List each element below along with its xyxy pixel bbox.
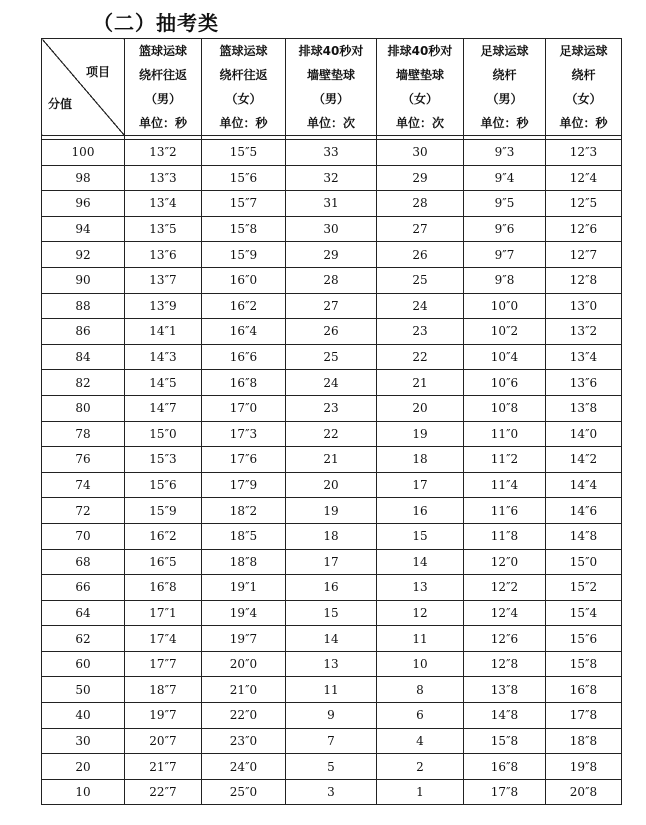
- value-cell: 15″7: [202, 191, 286, 217]
- value-cell: 15: [286, 600, 377, 626]
- column-header-line: 绕杆: [571, 68, 596, 82]
- value-cell: 13″8: [464, 677, 546, 703]
- value-cell: 16″0: [202, 267, 286, 293]
- column-header-line: 足球运球: [559, 44, 608, 58]
- table-row: [42, 140, 622, 166]
- value-cell: 19″7: [125, 703, 202, 729]
- value-cell: 21: [286, 447, 377, 473]
- score-cell: 66: [42, 575, 125, 601]
- value-cell: 16″5: [125, 549, 202, 575]
- value-cell: 14″5: [125, 370, 202, 396]
- value-cell: 14″8: [464, 703, 546, 729]
- value-cell: 11″8: [464, 523, 546, 549]
- table-row: [42, 549, 622, 575]
- value-cell: 10″2: [464, 319, 546, 345]
- column-header-line: （女）: [225, 92, 262, 106]
- table-row: [42, 703, 622, 729]
- value-cell: 16″2: [202, 293, 286, 319]
- value-cell: 14″1: [125, 319, 202, 345]
- score-cell: 70: [42, 523, 125, 549]
- table-header: [42, 39, 622, 136]
- column-header-unit: 单位：秒: [559, 116, 608, 130]
- value-cell: 14: [286, 626, 377, 652]
- score-cell: 96: [42, 191, 125, 217]
- value-cell: 12″6: [546, 216, 622, 242]
- table-row: [42, 344, 622, 370]
- corner-item-label: 项目: [85, 65, 110, 79]
- value-cell: 19: [286, 498, 377, 524]
- score-cell: 94: [42, 216, 125, 242]
- column-header-volleyball-male: [286, 39, 377, 136]
- table-row: [42, 754, 622, 780]
- value-cell: 2: [377, 754, 464, 780]
- value-cell: 12″7: [546, 242, 622, 268]
- table-row: [42, 779, 622, 805]
- value-cell: 26: [286, 319, 377, 345]
- value-cell: 16″8: [464, 754, 546, 780]
- column-header-basketball-female: [202, 39, 286, 136]
- value-cell: 12″4: [546, 165, 622, 191]
- score-cell: 30: [42, 728, 125, 754]
- column-header-football-male: [464, 39, 546, 136]
- table-row: [42, 575, 622, 601]
- value-cell: 11″4: [464, 472, 546, 498]
- corner-score-label: 分值: [48, 97, 73, 111]
- value-cell: 10″0: [464, 293, 546, 319]
- table-row: [42, 191, 622, 217]
- value-cell: 12″5: [546, 191, 622, 217]
- value-cell: 24: [286, 370, 377, 396]
- value-cell: 15″8: [546, 651, 622, 677]
- value-cell: 9: [286, 703, 377, 729]
- value-cell: 13″6: [546, 370, 622, 396]
- value-cell: 13″4: [125, 191, 202, 217]
- value-cell: 21: [377, 370, 464, 396]
- value-cell: 15″9: [202, 242, 286, 268]
- value-cell: 17″9: [202, 472, 286, 498]
- value-cell: 9″7: [464, 242, 546, 268]
- value-cell: 17″4: [125, 626, 202, 652]
- value-cell: 16″8: [202, 370, 286, 396]
- value-cell: 11″2: [464, 447, 546, 473]
- value-cell: 16: [377, 498, 464, 524]
- value-cell: 15″6: [125, 472, 202, 498]
- value-cell: 18″7: [125, 677, 202, 703]
- table-row: [42, 421, 622, 447]
- value-cell: 10″6: [464, 370, 546, 396]
- table-row: [42, 651, 622, 677]
- column-header-unit: 单位：次: [395, 116, 444, 130]
- value-cell: 14″2: [546, 447, 622, 473]
- value-cell: 11″6: [464, 498, 546, 524]
- value-cell: 17″3: [202, 421, 286, 447]
- value-cell: 14″4: [546, 472, 622, 498]
- column-header-football-female: [546, 39, 622, 136]
- table-row: [42, 293, 622, 319]
- value-cell: 9″5: [464, 191, 546, 217]
- value-cell: 25″0: [202, 779, 286, 805]
- value-cell: 18″8: [202, 549, 286, 575]
- value-cell: 25: [286, 344, 377, 370]
- value-cell: 19″4: [202, 600, 286, 626]
- value-cell: 16″4: [202, 319, 286, 345]
- value-cell: 17″1: [125, 600, 202, 626]
- value-cell: 19″7: [202, 626, 286, 652]
- column-header-line: 墙壁垫球: [395, 68, 444, 82]
- value-cell: 22: [377, 344, 464, 370]
- value-cell: 29: [286, 242, 377, 268]
- value-cell: 13: [286, 651, 377, 677]
- value-cell: 4: [377, 728, 464, 754]
- value-cell: 11″0: [464, 421, 546, 447]
- value-cell: 23: [286, 395, 377, 421]
- value-cell: 15″8: [202, 216, 286, 242]
- value-cell: 15″6: [546, 626, 622, 652]
- value-cell: 13″7: [125, 267, 202, 293]
- value-cell: 13″2: [546, 319, 622, 345]
- value-cell: 10″4: [464, 344, 546, 370]
- column-header-unit: 单位：次: [306, 116, 355, 130]
- value-cell: 22: [286, 421, 377, 447]
- value-cell: 12″2: [464, 575, 546, 601]
- score-cell: 84: [42, 344, 125, 370]
- table-row: [42, 523, 622, 549]
- column-header-line: 篮球运球: [219, 44, 268, 58]
- value-cell: 17″6: [202, 447, 286, 473]
- value-cell: 13″3: [125, 165, 202, 191]
- value-cell: 20: [286, 472, 377, 498]
- value-cell: 12″6: [464, 626, 546, 652]
- value-cell: 24″0: [202, 754, 286, 780]
- score-cell: 10: [42, 779, 125, 805]
- column-header-line: 绕杆: [492, 68, 517, 82]
- column-header-line: 排球40秒对: [298, 44, 364, 58]
- value-cell: 27: [377, 216, 464, 242]
- value-cell: 15″8: [464, 728, 546, 754]
- value-cell: 22″7: [125, 779, 202, 805]
- value-cell: 20″7: [125, 728, 202, 754]
- value-cell: 20″0: [202, 651, 286, 677]
- score-cell: 60: [42, 651, 125, 677]
- value-cell: 12″0: [464, 549, 546, 575]
- score-cell: 80: [42, 395, 125, 421]
- value-cell: 15″4: [546, 600, 622, 626]
- value-cell: 13″5: [125, 216, 202, 242]
- column-header-line: （男）: [312, 92, 349, 106]
- value-cell: 16″2: [125, 523, 202, 549]
- column-header-line: 足球运球: [480, 44, 529, 58]
- value-cell: 28: [286, 267, 377, 293]
- value-cell: 18: [377, 447, 464, 473]
- value-cell: 20: [377, 395, 464, 421]
- value-cell: 16″6: [202, 344, 286, 370]
- value-cell: 9″3: [464, 140, 546, 166]
- value-cell: 15″2: [546, 575, 622, 601]
- score-cell: 62: [42, 626, 125, 652]
- score-cell: 98: [42, 165, 125, 191]
- value-cell: 14″8: [546, 523, 622, 549]
- score-cell: 20: [42, 754, 125, 780]
- score-cell: 86: [42, 319, 125, 345]
- value-cell: 8: [377, 677, 464, 703]
- value-cell: 12″3: [546, 140, 622, 166]
- value-cell: 15″6: [202, 165, 286, 191]
- value-cell: 24: [377, 293, 464, 319]
- value-cell: 13″0: [546, 293, 622, 319]
- value-cell: 15″0: [546, 549, 622, 575]
- value-cell: 18″8: [546, 728, 622, 754]
- value-cell: 32: [286, 165, 377, 191]
- column-header-unit: 单位：秒: [480, 116, 529, 130]
- column-header-line: （男）: [486, 92, 523, 106]
- value-cell: 14″7: [125, 395, 202, 421]
- value-cell: 19: [377, 421, 464, 447]
- table-row: [42, 165, 622, 191]
- score-cell: 72: [42, 498, 125, 524]
- section-title: （二）抽考类: [93, 11, 219, 35]
- table-row: [42, 498, 622, 524]
- value-cell: 15″5: [202, 140, 286, 166]
- value-cell: 16″8: [546, 677, 622, 703]
- column-header-line: 绕杆往返: [138, 68, 187, 82]
- value-cell: 29: [377, 165, 464, 191]
- value-cell: 22″0: [202, 703, 286, 729]
- table-row: [42, 677, 622, 703]
- value-cell: 23″0: [202, 728, 286, 754]
- value-cell: 15″3: [125, 447, 202, 473]
- value-cell: 30: [377, 140, 464, 166]
- score-cell: 78: [42, 421, 125, 447]
- value-cell: 1: [377, 779, 464, 805]
- table-row: [42, 267, 622, 293]
- value-cell: 19″1: [202, 575, 286, 601]
- column-header-line: （女）: [565, 92, 602, 106]
- value-cell: 17: [286, 549, 377, 575]
- value-cell: 16″8: [125, 575, 202, 601]
- value-cell: 9″4: [464, 165, 546, 191]
- value-cell: 19″8: [546, 754, 622, 780]
- score-cell: 100: [42, 140, 125, 166]
- score-cell: 88: [42, 293, 125, 319]
- value-cell: 30: [286, 216, 377, 242]
- column-header-line: 篮球运球: [138, 44, 187, 58]
- table-row: [42, 600, 622, 626]
- score-cell: 68: [42, 549, 125, 575]
- score-cell: 92: [42, 242, 125, 268]
- value-cell: 13″2: [125, 140, 202, 166]
- score-cell: 90: [42, 267, 125, 293]
- value-cell: 15: [377, 523, 464, 549]
- score-cell: 50: [42, 677, 125, 703]
- value-cell: 9″6: [464, 216, 546, 242]
- value-cell: 18: [286, 523, 377, 549]
- value-cell: 10: [377, 651, 464, 677]
- value-cell: 14: [377, 549, 464, 575]
- value-cell: 12″4: [464, 600, 546, 626]
- value-cell: 21″7: [125, 754, 202, 780]
- corner-header-cell: [42, 39, 125, 136]
- value-cell: 12: [377, 600, 464, 626]
- column-header-basketball-male: [125, 39, 202, 136]
- value-cell: 14″0: [546, 421, 622, 447]
- value-cell: 13″8: [546, 395, 622, 421]
- value-cell: 13″9: [125, 293, 202, 319]
- value-cell: 7: [286, 728, 377, 754]
- value-cell: 27: [286, 293, 377, 319]
- value-cell: 21″0: [202, 677, 286, 703]
- column-header-unit: 单位：秒: [138, 116, 187, 130]
- column-header-line: 墙壁垫球: [306, 68, 355, 82]
- value-cell: 15″9: [125, 498, 202, 524]
- table-row: [42, 447, 622, 473]
- header-row: [42, 39, 622, 136]
- table-body: [42, 136, 622, 805]
- value-cell: 13″4: [546, 344, 622, 370]
- table-row: [42, 472, 622, 498]
- table-row: [42, 728, 622, 754]
- value-cell: 17″7: [125, 651, 202, 677]
- value-cell: 28: [377, 191, 464, 217]
- value-cell: 12″8: [546, 267, 622, 293]
- value-cell: 15″0: [125, 421, 202, 447]
- column-header-unit: 单位：秒: [219, 116, 268, 130]
- value-cell: 13″6: [125, 242, 202, 268]
- value-cell: 25: [377, 267, 464, 293]
- score-cell: 82: [42, 370, 125, 396]
- value-cell: 5: [286, 754, 377, 780]
- value-cell: 3: [286, 779, 377, 805]
- value-cell: 18″5: [202, 523, 286, 549]
- table-row: [42, 242, 622, 268]
- value-cell: 6: [377, 703, 464, 729]
- column-header-line: （女）: [401, 92, 438, 106]
- value-cell: 11: [286, 677, 377, 703]
- value-cell: 12″8: [464, 651, 546, 677]
- table-row: [42, 395, 622, 421]
- value-cell: 17″8: [464, 779, 546, 805]
- table-row: [42, 319, 622, 345]
- value-cell: 23: [377, 319, 464, 345]
- value-cell: 10″8: [464, 395, 546, 421]
- score-cell: 64: [42, 600, 125, 626]
- value-cell: 14″3: [125, 344, 202, 370]
- value-cell: 17: [377, 472, 464, 498]
- table-row: [42, 370, 622, 396]
- column-header-line: 绕杆往返: [219, 68, 268, 82]
- value-cell: 20″8: [546, 779, 622, 805]
- value-cell: 18″2: [202, 498, 286, 524]
- score-cell: 76: [42, 447, 125, 473]
- value-cell: 9″8: [464, 267, 546, 293]
- value-cell: 13: [377, 575, 464, 601]
- value-cell: 31: [286, 191, 377, 217]
- value-cell: 33: [286, 140, 377, 166]
- score-cell: 40: [42, 703, 125, 729]
- value-cell: 16: [286, 575, 377, 601]
- value-cell: 14″6: [546, 498, 622, 524]
- value-cell: 17″0: [202, 395, 286, 421]
- column-header-line: （男）: [144, 92, 181, 106]
- value-cell: 17″8: [546, 703, 622, 729]
- value-cell: 26: [377, 242, 464, 268]
- score-cell: 74: [42, 472, 125, 498]
- value-cell: 11: [377, 626, 464, 652]
- column-header-volleyball-female: [377, 39, 464, 136]
- table-row: [42, 626, 622, 652]
- table-row: [42, 216, 622, 242]
- score-table: [41, 38, 622, 805]
- column-header-line: 排球40秒对: [387, 44, 453, 58]
